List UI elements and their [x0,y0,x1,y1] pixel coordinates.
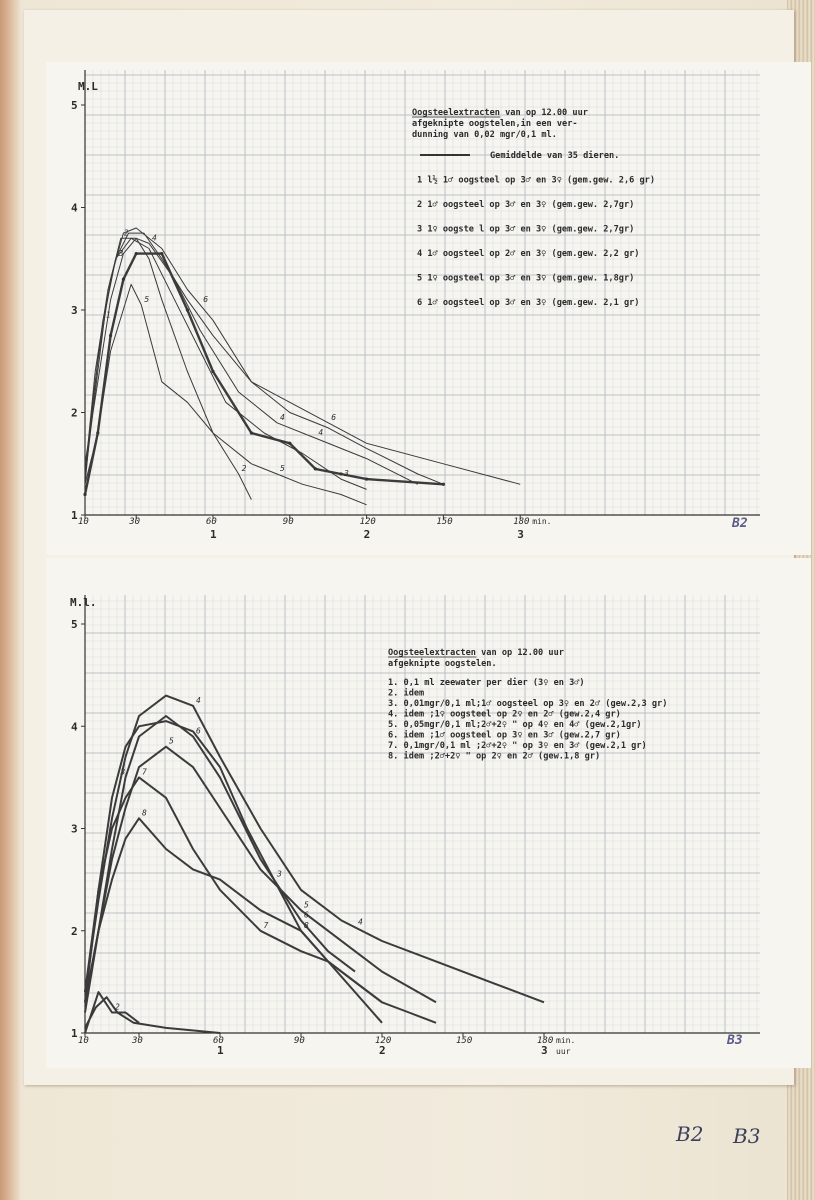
chart-b2-x-tick-label: 180 [513,517,530,527]
chart-b3-x-tick-label: 60 [213,1036,224,1046]
chart-b2-x-tick-label: 30 [129,517,141,527]
chart-b2-series-point-label: 5 [144,294,150,304]
chart-b3-series-point-label: 8 [304,920,309,930]
chart-b2-y-tick-label: 3 [71,304,78,317]
chart-b2-series-point-label: 4 [152,233,157,243]
chart-b3-series-point-label: 3 [120,767,126,777]
chart-b3-series-point-label: 4 [358,917,363,927]
chart-b2-legend-entry: 4 1♂ oogsteel op 2♂ en 3♀ (gem.gew. 2,2 gr) [417,249,640,259]
chart-b2-legend-entry: 3 1♀ oogste l op 3♂ en 3♀ (gem.gew. 2,7gr) [417,224,635,235]
chart-b3-x-tick-label: 150 [456,1036,473,1046]
chart-b3-legend-entry: 7. 0,1mgr/0,1 ml ;2♂+2♀ " op 3♀ en 3♂ (gew.2,1 gr) [388,741,647,751]
chart-b2-y-tick-label: 1 [71,509,78,522]
chart-b2-corner-label: B2 [732,516,748,531]
chart-b3-x-unit-label: min. [556,1036,576,1045]
chart-b2-series-point-label: 5 [280,464,285,473]
chart-b3-series-7 [85,777,436,1022]
chart-b2-x-tick-label: 60 [206,517,217,527]
chart-b3-x-tick-label: 10 [78,1036,89,1046]
chart-b2-title-line: afgeknipte oogstelen,in een ver- [412,119,578,129]
chart-b2-x-tick-label: 10 [78,517,89,527]
chart-b3-x-tick-label: 90 [294,1036,305,1046]
chart-b2-x-tick-label: 150 [436,517,453,527]
chart-b3-legend-entry: 5. 0,05mgr/0,1 ml;2♂+2♀ " op 4♀ en 4♂ (gew.2,1gr) [388,720,642,730]
chart-b3-hour-label: 1 [217,1044,224,1057]
chart-b3-series-point-label: 7 [142,767,147,777]
chart-b2-y-axis-label: M.L [78,80,98,93]
chart-b2-title-line: dunning van 0,02 mgr/0,1 ml. [412,130,557,140]
chart-b2-series-point-label: 2 [123,228,129,238]
chart-b2-title-line: Oogsteelextracten van op 12.00 uur [412,108,588,118]
chart-b3-hour-unit-label: uur [556,1047,571,1056]
chart-b2-legend-entry: Gemiddelde van 35 dieren. [490,151,620,161]
chart-b3-legend-entry: 2. idem [388,688,425,699]
chart-b2-series-point-label: 2 [241,464,247,473]
chart-b3-y-tick-label: 2 [71,924,78,938]
bottom-note-b2: B2 [676,1122,704,1146]
chart-b3-series-point-label: 4 [196,695,201,705]
chart-b3-hour-label: 2 [379,1044,386,1057]
chart-b2-legend-entry: 1 l½ 1♂ oogsteel op 3♂ en 3♀ (gem.gew. 2,6 gr) [417,175,655,186]
chart-b3-legend-entry: 1. 0,1 ml zeewater per dier (3♀ en 3♂) [388,678,585,688]
chart-b2-series-point-label: 1 [105,310,111,320]
chart-b3-y-tick-label: 4 [71,720,78,734]
chart-b3-title-line: afgeknipte oogstelen. [388,659,497,669]
chart-b3-series-point-label: 3 [277,869,282,879]
chart-b2-x-tick-label: 120 [359,517,376,527]
chart-b3-y-tick-label: 3 [71,822,78,836]
chart-b3-series-point-label: 8 [142,808,147,818]
chart-b3-x-tick-label: 120 [375,1036,392,1046]
chart-b2-hour-label: 1 [210,528,217,541]
chart-b3-series-point-label: 5 [169,736,174,746]
chart-b3-series-point-label: 7 [263,920,269,930]
chart-b2-series-point-label: 6 [203,294,209,304]
chart-b3-y-axis-label: M.l. [70,596,97,609]
chart-b2-hour-label: 3 [517,528,524,541]
chart-b2-hour-label: 2 [363,528,371,541]
chart-b2-x-unit-label: min. [532,517,552,526]
chart-b2-series-point-label: 4 [318,428,324,438]
chart-b2-series-point-label: 3 [118,248,124,258]
chart-b3-legend-entry: 6. idem ;1♂ oogsteel op 3♀ en 3♂ (gew.2,7 gr) [388,730,621,741]
chart-b2-y-tick-label: 2 [71,406,78,420]
chart-b3-legend-entry: 8. idem ;2♂+2♀ " op 2♀ en 2♂ (gew.1,8 gr) [388,751,601,762]
chart-b2-legend-entry: 6 1♂ oogsteel op 3♂ en 3♀ (gem.gew. 2,1 gr) [417,298,640,308]
chart-b2-legend-entry: 5 1♀ oogsteel op 3♂ en 3♀ (gem.gew. 1,8gr) [417,273,635,284]
chart-b3-corner-label: B3 [727,1033,743,1048]
chart-b3-series-point-label: 6 [196,726,201,736]
chart-b2-legend-entry: 2 1♂ oogsteel op 3♂ en 3♀ (gem.gew. 2,7gr) [417,200,635,210]
chart-b3-legend-entry: 3. 0,01mgr/0,1 ml;1♂ oogsteel op 3♀ en 2♂ (gew.2,3 gr) [388,699,668,709]
chart-b3-series-point-label: 2 [115,1002,120,1012]
chart-b2-y-tick-label: 4 [71,201,78,215]
chart-b3-series-point-label: 6 [304,910,309,920]
chart-b2-series-point-label: 3 [344,469,349,479]
chart-b2-x-tick-label: 90 [282,517,294,527]
chart-b2-y-tick-label: 5 [71,99,78,112]
chart-b3-title-line: Oogsteelextracten van op 12.00 uur [388,648,564,658]
chart-b2-series-point-label: 6 [331,412,337,422]
bottom-note-b3: B3 [733,1124,761,1148]
chart-b3-y-tick-label: 1 [71,1027,78,1040]
chart-b3-hour-label: 3 [541,1044,548,1057]
chart-b3-x-tick-label: 30 [132,1036,143,1046]
chart-b3-series-point-label: 5 [304,900,309,910]
chart-b2-series-point-label: 4 [280,412,285,422]
chart-b3-y-tick-label: 5 [71,618,78,631]
chart-b3-legend-entry: 4. idem ;1♀ oogsteel op 2♀ en 2♂ (gew.2,4 gr) [388,709,621,720]
chart-b3-x-tick-label: 180 [537,1036,554,1046]
